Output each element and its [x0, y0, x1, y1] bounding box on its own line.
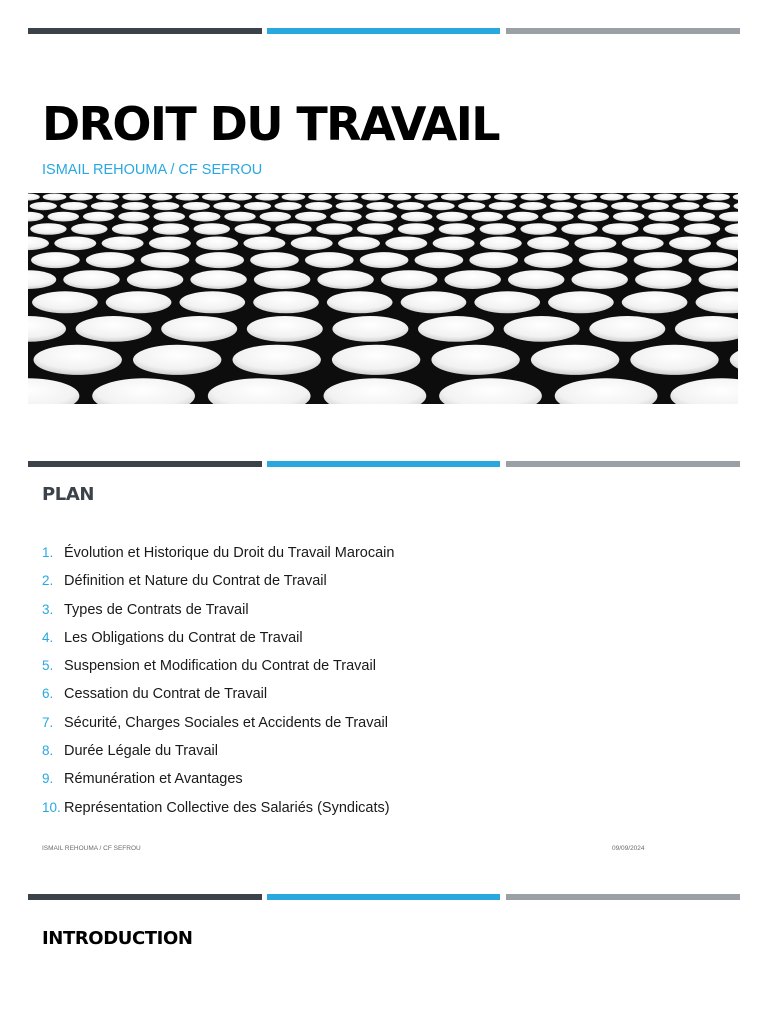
disc-shape	[190, 270, 246, 289]
plan-item-text: Suspension et Modification du Contrat de Travail	[64, 658, 376, 675]
disc-shape	[247, 316, 323, 342]
plan-item-text: Sécurité, Charges Sociales et Accidents de Travail	[64, 714, 388, 731]
disc-shape	[332, 345, 420, 375]
plan-item-text: Durée Légale du Travail	[64, 743, 218, 760]
disc-shape	[635, 270, 691, 289]
introduction-title: INTRODUCTION	[42, 928, 193, 949]
disc-shape	[630, 345, 718, 375]
disc-shape	[480, 237, 522, 251]
disc-shape	[653, 194, 677, 201]
disc-shape	[472, 212, 503, 222]
disc-shape	[48, 212, 79, 222]
disc-shape	[357, 223, 393, 235]
disc-shape	[542, 212, 573, 222]
disc-shape	[689, 252, 738, 268]
plan-item-text: Représentation Collective des Salariés (Syndicats)	[64, 799, 390, 816]
header-bar-blue	[267, 461, 500, 467]
disc-shape	[194, 223, 230, 235]
disc-shape	[439, 223, 475, 235]
disc-shape	[561, 223, 597, 235]
disc-shape	[642, 202, 669, 210]
disc-shape	[83, 212, 114, 222]
disc-shape	[327, 291, 393, 313]
disc-shape	[295, 212, 326, 222]
plan-item-number: 9.	[42, 771, 54, 787]
disc-shape	[672, 202, 699, 210]
plan-slide	[0, 455, 768, 875]
disc-shape	[213, 202, 240, 210]
disc-shape	[91, 202, 118, 210]
disc-shape	[76, 316, 152, 342]
disc-shape	[366, 202, 393, 210]
disc-shape	[338, 237, 380, 251]
header-bars	[28, 894, 740, 900]
plan-item-number: 6.	[42, 686, 54, 702]
disc-shape	[572, 270, 628, 289]
disc-shape	[149, 237, 191, 251]
plan-item-number: 4.	[42, 629, 54, 645]
disc-shape	[458, 202, 485, 210]
disc-shape	[180, 291, 246, 313]
disc-shape	[550, 202, 577, 210]
disc-shape	[235, 223, 271, 235]
disc-shape	[489, 202, 516, 210]
header-bar-grey	[506, 461, 740, 467]
disc-shape	[436, 212, 467, 222]
disc-shape	[133, 345, 221, 375]
disc-shape	[428, 202, 455, 210]
disc-shape	[519, 202, 546, 210]
disc-shape	[275, 223, 311, 235]
plan-list	[42, 539, 394, 822]
plan-item	[42, 680, 394, 708]
disc-shape	[507, 212, 538, 222]
title-slide	[0, 0, 768, 440]
disc-shape	[611, 202, 638, 210]
disc-shape	[494, 194, 518, 201]
disc-shape	[34, 345, 122, 375]
disc-shape	[431, 345, 519, 375]
header-bar-grey	[506, 894, 740, 900]
disc-shape	[467, 194, 491, 201]
disc-shape	[474, 291, 540, 313]
header-bar-grey	[506, 28, 740, 34]
disc-shape	[684, 212, 715, 222]
disc-shape	[54, 237, 96, 251]
disc-shape	[229, 194, 253, 201]
disc-shape	[255, 194, 279, 201]
disc-shape	[441, 194, 465, 201]
disc-shape	[112, 223, 148, 235]
disc-shape	[531, 345, 619, 375]
disc-shape	[233, 345, 321, 375]
disc-shape	[152, 202, 179, 210]
disc-shape	[244, 202, 271, 210]
disc-shape	[385, 237, 427, 251]
disc-shape	[195, 252, 244, 268]
disc-shape	[332, 316, 408, 342]
disc-shape	[548, 291, 614, 313]
plan-item	[42, 539, 394, 567]
disc-shape	[96, 194, 120, 201]
plan-item-text: Définition et Nature du Contrat de Travail	[64, 573, 327, 590]
plan-item-text: Les Obligations du Contrat de Travail	[64, 629, 303, 646]
plan-item-number: 5.	[42, 658, 54, 674]
header-bar-dark	[28, 461, 262, 467]
disc-shape	[381, 270, 437, 289]
plan-item-text: Types de Contrats de Travail	[64, 601, 249, 618]
hero-image	[28, 193, 738, 404]
disc-shape	[127, 270, 183, 289]
plan-title: PLAN	[42, 484, 95, 505]
disc-shape	[175, 194, 199, 201]
disc-shape	[32, 291, 98, 313]
slide-title: DROIT DU TRAVAIL	[42, 97, 499, 151]
disc-shape	[433, 237, 475, 251]
disc-shape	[71, 223, 107, 235]
disc-shape	[43, 194, 67, 201]
header-bar-blue	[267, 894, 500, 900]
plan-item-number: 7.	[42, 714, 54, 730]
disc-shape	[189, 212, 220, 222]
disc-shape	[445, 270, 501, 289]
disc-shape	[102, 237, 144, 251]
disc-shape	[366, 212, 397, 222]
disc-shape	[480, 223, 516, 235]
header-bar-blue	[267, 28, 500, 34]
disc-shape	[613, 212, 644, 222]
disc-shape	[31, 252, 80, 268]
disc-shape	[414, 194, 438, 201]
disc-shape	[469, 252, 518, 268]
disc-shape	[578, 212, 609, 222]
disc-shape	[154, 212, 185, 222]
disc-shape	[398, 223, 434, 235]
header-bars	[28, 461, 740, 467]
disc-shape	[291, 237, 333, 251]
plan-item-text: Cessation du Contrat de Travail	[64, 686, 268, 703]
disc-shape	[316, 223, 352, 235]
disc-shape	[330, 212, 361, 222]
disc-shape	[308, 194, 332, 201]
slide-subtitle: ISMAIL REHOUMA / CF SEFROU	[42, 162, 263, 178]
disc-shape	[196, 237, 238, 251]
disc-shape	[360, 252, 409, 268]
disc-shape	[634, 252, 683, 268]
plan-item	[42, 737, 394, 765]
disc-shape	[202, 194, 226, 201]
header-bar-dark	[28, 894, 262, 900]
disc-shape	[602, 223, 638, 235]
disc-shape	[122, 194, 146, 201]
disc-shape	[243, 237, 285, 251]
plan-item-number: 1.	[42, 545, 54, 560]
disc-shape	[627, 194, 651, 201]
disc-shape	[643, 223, 679, 235]
disc-shape	[250, 252, 299, 268]
disc-shape	[622, 291, 688, 313]
disc-shape	[508, 270, 564, 289]
plan-item	[42, 567, 394, 595]
disc-shape	[60, 202, 87, 210]
disc-shape	[161, 316, 237, 342]
disc-shape	[520, 223, 556, 235]
disc-shape	[397, 202, 424, 210]
disc-shape	[224, 212, 255, 222]
disc-shape	[589, 316, 665, 342]
disc-shape	[669, 237, 711, 251]
disc-shape	[581, 202, 608, 210]
plan-item	[42, 709, 394, 737]
disc-shape	[335, 194, 359, 201]
plan-item	[42, 765, 394, 793]
plan-item	[42, 652, 394, 680]
disc-shape	[260, 212, 291, 222]
disc-shape	[275, 202, 302, 210]
plan-item-number: 8.	[42, 743, 54, 759]
disc-shape	[648, 212, 679, 222]
plan-item-number: 2.	[42, 573, 54, 589]
disc-shape	[149, 194, 173, 201]
disc-shape	[574, 237, 616, 251]
disc-shape	[253, 291, 319, 313]
disc-shape	[521, 194, 545, 201]
disc-shape	[30, 223, 66, 235]
disc-shape	[305, 252, 354, 268]
disc-shape	[401, 291, 467, 313]
disc-shape	[684, 223, 720, 235]
disc-shape	[361, 194, 385, 201]
disc-shape	[141, 252, 190, 268]
disc-shape	[388, 194, 412, 201]
disc-shape	[504, 316, 580, 342]
slide-footer-author: ISMAIL REHOUMA / CF SEFROU	[42, 845, 141, 852]
header-bars	[28, 28, 740, 34]
disc-shape	[317, 270, 373, 289]
disc-shape	[86, 252, 135, 268]
disc-shape	[153, 223, 189, 235]
disc-shape	[122, 202, 149, 210]
disc-shape	[706, 194, 730, 201]
disc-shape	[524, 252, 573, 268]
disc-shape	[254, 270, 310, 289]
disc-shape	[527, 237, 569, 251]
introduction-slide	[0, 885, 768, 1024]
plan-item-number: 3.	[42, 601, 54, 617]
plan-item-number: 10.	[42, 799, 61, 815]
disc-shape	[69, 194, 93, 201]
disc-shape	[600, 194, 624, 201]
disc-shape	[547, 194, 571, 201]
header-bar-dark	[28, 28, 262, 34]
disc-shape	[30, 202, 57, 210]
disc-shape	[622, 237, 664, 251]
plan-item	[42, 624, 394, 652]
disc-shape	[118, 212, 149, 222]
plan-item-text: Rémunération et Avantages	[64, 771, 243, 788]
disc-shape	[183, 202, 210, 210]
slide-footer-date: 09/09/2024	[612, 845, 645, 852]
disc-shape	[336, 202, 363, 210]
plan-item	[42, 596, 394, 624]
disc-shape	[63, 270, 119, 289]
disc-shape	[703, 202, 730, 210]
plan-item-text: Évolution et Historique du Droit du Travail Marocain	[64, 545, 395, 561]
disc-shape	[282, 194, 306, 201]
disc-shape	[574, 194, 598, 201]
disc-shape	[418, 316, 494, 342]
disc-shape	[415, 252, 464, 268]
disc-shape	[401, 212, 432, 222]
disc-shape	[680, 194, 704, 201]
disc-shape	[106, 291, 172, 313]
white-discs-image	[28, 193, 738, 404]
disc-shape	[305, 202, 332, 210]
plan-item	[42, 794, 394, 822]
disc-shape	[579, 252, 628, 268]
